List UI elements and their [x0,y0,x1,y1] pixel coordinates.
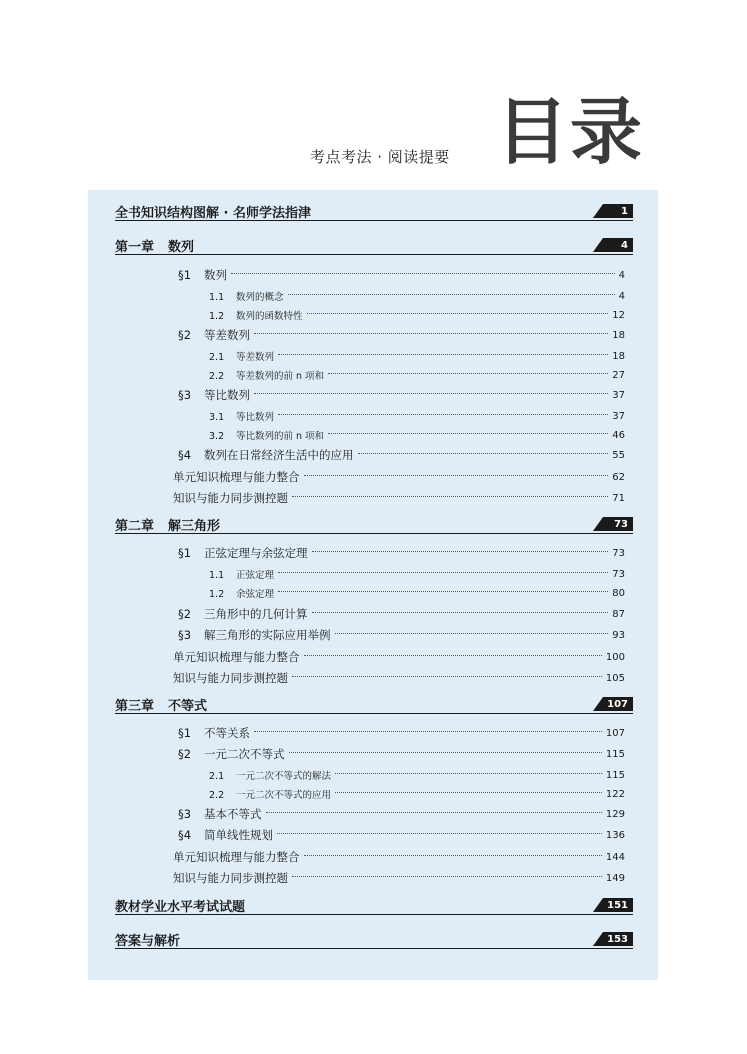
chapter-number: 第一章 [115,239,155,255]
chapter-number: 第二章 [115,518,155,534]
toc-unit-test[interactable]: 知识与能力同步测控题 71 [173,491,625,505]
toc-section[interactable]: §2 一元二次不等式 115 [178,747,625,761]
toc-major-label: 全书知识结构图解 · 名师学法指津 [115,205,311,221]
toc-subsection[interactable]: 3.1 等比数列 37 [209,410,625,423]
toc-section[interactable]: §1 正弦定理与余弦定理 73 [178,546,625,560]
chapter-number: 第三章 [115,698,155,714]
toc-chapter-3[interactable] [115,695,633,714]
toc-unit-test[interactable]: 知识与能力同步测控题 105 [173,671,625,685]
toc-subsection[interactable]: 2.1 一元二次不等式的解法 115 [209,769,625,782]
toc-section[interactable]: §2 三角形中的几何计算 87 [178,607,625,621]
toc-chapter-1[interactable] [115,236,633,255]
toc-subsection[interactable]: 2.2 等差数列的前 n 项和 27 [209,369,625,382]
chapter-title: 解三角形 [168,518,221,534]
chapter-title: 不等式 [168,698,208,714]
toc-subsection[interactable]: 1.2 数列的函数特性 12 [209,309,625,322]
toc-subsection[interactable]: 2.1 等差数列 18 [209,350,625,363]
page-badge: 153 [593,932,633,946]
toc-section[interactable]: §2 等差数列 18 [178,328,625,342]
page-badge: 1 [593,204,633,218]
toc-subsection[interactable]: 1.2 余弦定理 80 [209,587,625,600]
toc-subsection[interactable]: 3.2 等比数列的前 n 项和 46 [209,429,625,442]
toc-major-label: 答案与解析 [115,933,181,949]
toc-major-answers[interactable] [115,930,633,949]
toc-section[interactable]: §1 数列 4 [178,268,625,282]
page-badge: 4 [593,238,633,252]
toc-section[interactable]: §3 解三角形的实际应用举例 93 [178,628,625,642]
toc-section[interactable]: §1 不等关系 107 [178,726,625,740]
toc-major-label: 教材学业水平考试试题 [115,899,246,915]
toc-section[interactable]: §3 等比数列 37 [178,388,625,402]
page-badge: 107 [593,697,633,711]
toc-major-intro[interactable] [115,202,633,221]
toc-section[interactable]: §4 数列在日常经济生活中的应用 55 [178,448,625,462]
toc-chapter-2[interactable] [115,515,633,534]
toc-subsection[interactable]: 2.2 一元二次不等式的应用 122 [209,788,625,801]
toc-subtitle: 考点考法 · 阅读提要 [310,148,450,166]
toc-unit-test[interactable]: 知识与能力同步测控题 149 [173,871,625,885]
toc-title: 目录 [496,90,645,174]
page-badge: 151 [593,898,633,912]
toc-unit-review[interactable]: 单元知识梳理与能力整合 100 [173,650,625,664]
toc-section[interactable]: §4 简单线性规划 136 [178,828,625,842]
toc-subsection[interactable]: 1.1 数列的概念 4 [209,290,625,303]
toc-unit-review[interactable]: 单元知识梳理与能力整合 62 [173,470,625,484]
toc-section[interactable]: §3 基本不等式 129 [178,807,625,821]
toc-major-exam[interactable] [115,896,633,915]
toc-subsection[interactable]: 1.1 正弦定理 73 [209,568,625,581]
toc-unit-review[interactable]: 单元知识梳理与能力整合 144 [173,850,625,864]
chapter-title: 数列 [168,239,195,255]
page-badge: 73 [593,517,633,531]
